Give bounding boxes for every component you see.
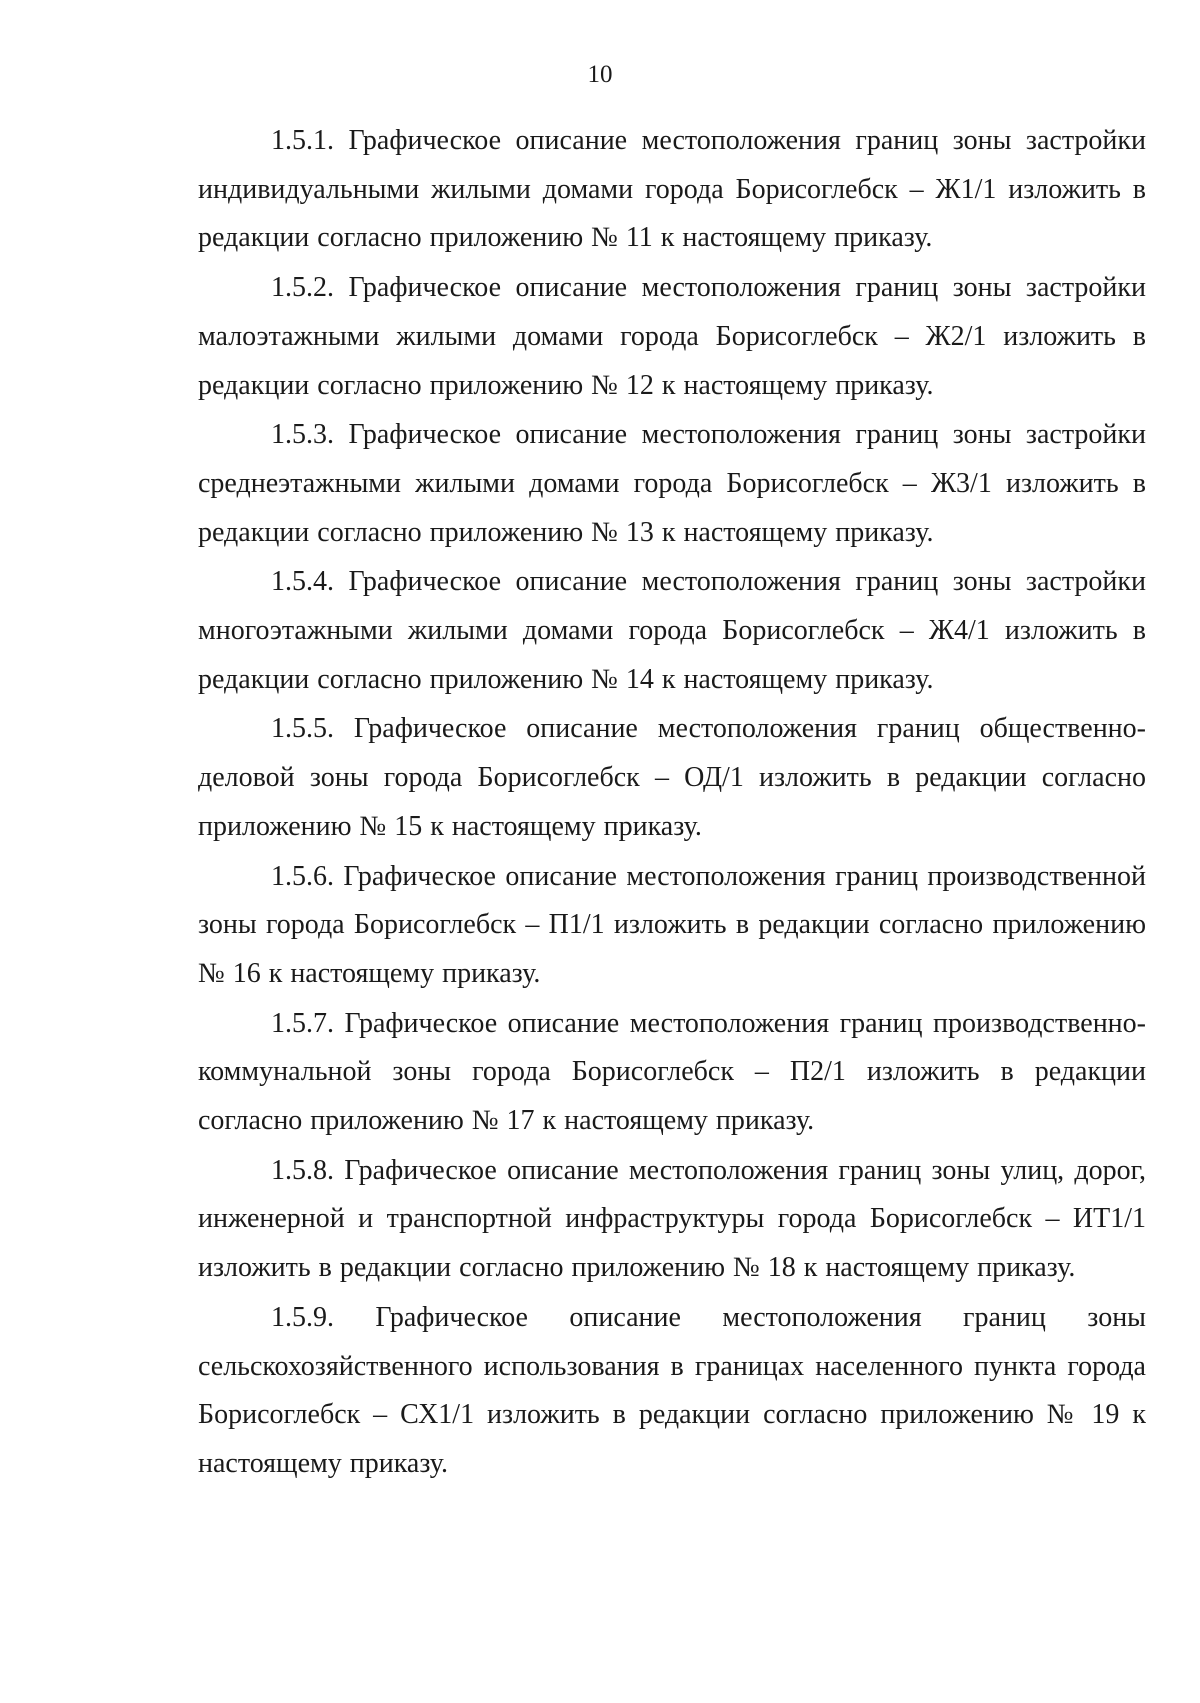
- paragraph-1-5-8: 1.5.8. Графическое описание местоположения границ зоны улиц, дорог, инженерной и транспортной инфраструктуры города Борисоглебск – ИТ1/1 изложить в редакции согласно приложению № 18 к настоящему приказу.: [198, 1154, 1146, 1284]
- paragraph-1-5-6: 1.5.6. Графическое описание местоположения границ производственной зоны города Борисоглебск – П1/1 изложить в редакции согласно приложению № 16 к настоящему приказу.: [198, 860, 1146, 989]
- paragraph-1-5-5: 1.5.5. Графическое описание местоположения границ общественно-деловой зоны города Борисоглебск – ОД/1 изложить в редакции согласно приложению № 15 к настоящему приказу.: [198, 713, 1146, 842]
- paragraph-1-5-7: 1.5.7. Графическое описание местоположения границ производственно-коммунальной зоны города Борисоглебск – П2/1 изложить в редакции согласно приложению № 17 к настоящему приказу.: [198, 1007, 1146, 1137]
- paragraph-1-5-2: 1.5.2. Графическое описание местоположения границ зоны застройки малоэтажными жилыми домами города Борисоглебск – Ж2/1 изложить в редакции согласно приложению № 12 к настоящему приказу.: [198, 272, 1146, 401]
- document-body: [198, 117, 1146, 1490]
- paragraph-1-5-3: 1.5.3. Графическое описание местоположения границ зоны застройки среднеэтажными жилыми домами города Борисоглебск – Ж3/1 изложить в редакции согласно приложению № 13 к настоящему приказу.: [198, 419, 1146, 548]
- paragraph-1-5-4: 1.5.4. Графическое описание местоположения границ зоны застройки многоэтажными жилыми домами города Борисоглебск – Ж4/1 изложить в редакции согласно приложению № 14 к настоящему приказу.: [198, 566, 1146, 695]
- paragraph-1-5-9: 1.5.9. Графическое описание местоположения границ зоны сельскохозяйственного использования в границах населенного пункта города Борисоглебск – СХ1/1 изложить в редакции согласно приложению № 19 к настоящему приказу.: [198, 1301, 1146, 1479]
- page-number: 10: [587, 61, 613, 88]
- paragraph-1-5-1: 1.5.1. Графическое описание местоположения границ зоны застройки индивидуальными жилыми домами города Борисоглебск – Ж1/1 изложить в редакции согласно приложению № 11 к настоящему приказу.: [198, 125, 1146, 254]
